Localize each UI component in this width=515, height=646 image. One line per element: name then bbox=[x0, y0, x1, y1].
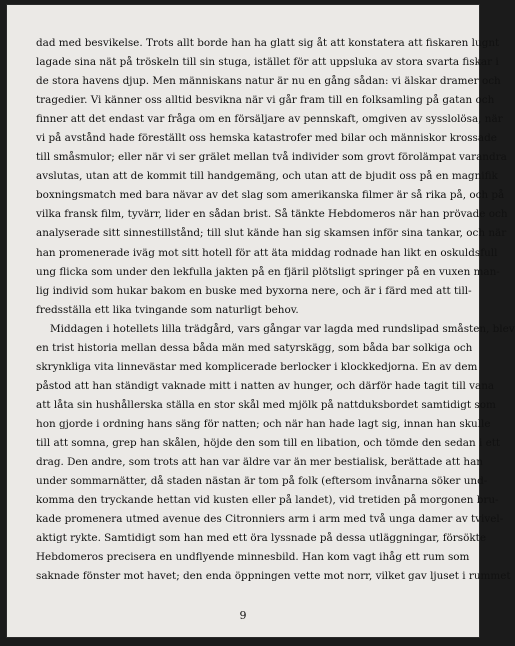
text-line: vilka fransk film, tyvärr, lider en sådan brist. Så tänkte Hebdomeros när han prövade och bbox=[36, 208, 508, 221]
text-line: avslutas, utan att de kommit till handgemäng, och utan att de bjudit oss på en magnifik bbox=[36, 170, 498, 183]
text-line: kade promenera utmed avenue des Citronniers arm i arm med två unga damer av tvivel- bbox=[36, 513, 504, 526]
text-line: ung flicka som under den lekfulla jakten på en fjäril plötsligt springer på en vuxen man- bbox=[36, 265, 500, 278]
book-page bbox=[6, 4, 515, 638]
text-line: en trist historia mellan dessa båda män med satyrskägg, som båda bar solkiga och bbox=[36, 341, 473, 354]
text-line: han promenerade iväg mot sitt hotell för att äta middag rodnade han likt en oskuldsfull bbox=[36, 246, 498, 259]
text-line: hon gjorde i ordning hans säng för natten; och när han hade lagt sig, innan han skulle bbox=[36, 417, 491, 430]
text-line: finner att det endast var fråga om en försäljare av pennskaft, omgiven av sysslolösa, när bbox=[36, 113, 503, 126]
text-line: tragedier. Vi känner oss alltid besvikna när vi går fram till en folksamling på gatan och bbox=[36, 94, 495, 107]
page-number: 9 bbox=[239, 609, 247, 622]
text-line: lig individ som hukar bakom en buske med byxorna nere, och är i färd med att till- bbox=[36, 284, 472, 297]
text-line: under sommarnätter, då staden nästan är tom på folk (eftersom invånarna söker und- bbox=[36, 475, 488, 488]
text-line: komma den tryckande hettan vid kusten eller på landet), vid tretiden på morgonen bru- bbox=[36, 494, 499, 507]
text-line: analyserade sitt sinnestillstånd; till slut kände han sig skamsen inför sina tankar, och när bbox=[36, 227, 507, 240]
text-line: saknade fönster mot havet; den enda öppningen vette mot norr, vilket gav ljuset i rummet bbox=[36, 570, 511, 583]
text-line: påstod att han ständigt vaknade mitt i natten av hunger, och därför hade tagit till vana bbox=[36, 379, 495, 392]
text-line: till småsmulor; eller när vi ser grälet mellan två individer som grovt förolämpat varandra bbox=[36, 151, 507, 164]
paragraph bbox=[36, 320, 515, 587]
text-line: de stora havens djup. Men människans natur är nu en gång sådan: vi älskar dramer och bbox=[36, 75, 501, 88]
paragraph bbox=[36, 34, 508, 320]
text-line: Middagen i hotellets lilla trädgård, vars gångar var lagda med rundslipad småsten, blev bbox=[50, 322, 515, 335]
text-line: att låta sin hushållerska ställa en stor skål med mjölk på nattduksbordet samtidigt som bbox=[36, 398, 496, 411]
body-text bbox=[36, 34, 515, 586]
text-line: fredsställa ett lika tvingande som naturligt behov. bbox=[36, 303, 299, 316]
text-line: dad med besvikelse. Trots allt borde han ha glatt sig åt att konstatera att fiskaren lugnt bbox=[36, 37, 500, 49]
text-line: drag. Den andre, som trots att han var äldre var än mer bestialisk, berättade att han bbox=[36, 456, 483, 469]
text-line: vi på avstånd hade föreställt oss hemska katastrofer med bilar och människor krossade bbox=[36, 132, 497, 145]
text-line: aktigt rykte. Samtidigt som han med ett öra lyssnade på dessa utläggningar, försökte bbox=[36, 532, 486, 545]
text-line: Hebdomeros precisera en undflyende minnesbild. Han kom vagt ihåg ett rum som bbox=[36, 551, 470, 564]
text-line: till att somna, grep han skålen, höjde den som till en libation, och tömde den sedan i ett bbox=[36, 436, 501, 449]
text-line: lagade sina nät på tröskeln till sin stuga, istället för att uppsluka av stora svarta fiskar i bbox=[36, 56, 499, 69]
text-line: skrynkliga vita linnevästar med komplicerade berlocker i klockkedjorna. En av dem bbox=[36, 360, 478, 373]
text-line: boxningsmatch med bara nävar av det slag som amerikanska filmer är så rika på, och på bbox=[36, 189, 505, 202]
